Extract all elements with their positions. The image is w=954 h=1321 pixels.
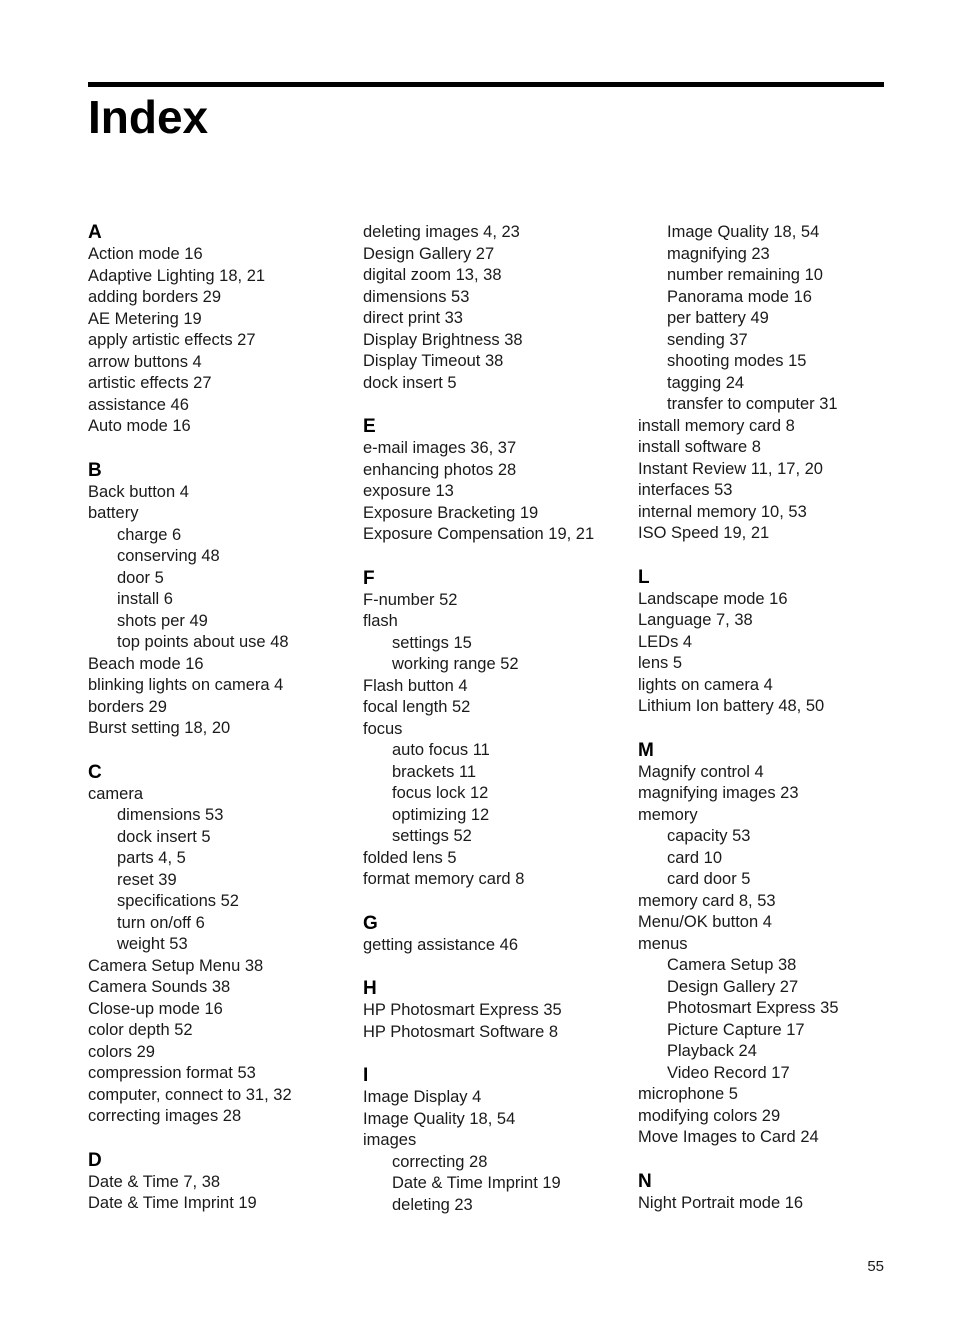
index-subentry: Panorama mode 16 <box>667 287 812 306</box>
index-entry: microphone 5 <box>638 1085 738 1103</box>
index-entry: ISO Speed 19, 21 <box>638 524 770 542</box>
index-entry: memory card 8, 53 <box>638 891 776 910</box>
index-entry: adding borders 29 <box>88 288 222 306</box>
section-letter: A <box>88 222 102 243</box>
index-entry: Action mode 16 <box>88 245 203 263</box>
section-gap <box>638 545 908 567</box>
index-subentry: Playback 24 <box>667 1042 757 1060</box>
index-entry: Exposure Compensation 19, 21 <box>363 525 595 543</box>
index-entry: install memory card 8 <box>638 416 795 435</box>
section-gap <box>363 956 633 978</box>
index-subentry: reset 39 <box>117 870 177 889</box>
index-subentry: dimensions 53 <box>117 806 224 824</box>
index-entry: Menu/OK button 4 <box>638 913 772 931</box>
index-subentry: per battery 49 <box>667 309 769 327</box>
index-subentry: Video Record 17 <box>667 1063 790 1082</box>
index-entry: Burst setting 18, 20 <box>88 719 231 737</box>
index-entry: deleting images 4, 23 <box>363 223 520 241</box>
index-entry: Exposure Bracketing 19 <box>363 503 539 522</box>
index-subentry: shooting modes 15 <box>667 352 807 370</box>
index-entry: magnifying images 23 <box>638 784 799 802</box>
index-entry: Display Brightness 38 <box>363 330 523 349</box>
index-subentry: parts 4, 5 <box>117 849 186 867</box>
index-entry: F-number 52 <box>363 590 458 609</box>
index-entry: compression format 53 <box>88 1064 256 1082</box>
index-entry: Night Portrait mode 16 <box>638 1193 804 1212</box>
index-entry: Back button 4 <box>88 482 189 501</box>
section-gap <box>88 740 358 762</box>
index-subentry: transfer to computer 31 <box>667 395 838 413</box>
index-column-2 <box>363 222 633 1216</box>
section-gap <box>363 394 633 416</box>
index-subentry: card 10 <box>667 848 723 867</box>
index-subentry: number remaining 10 <box>667 266 823 284</box>
section-letter: M <box>638 739 654 761</box>
index-entry: images <box>363 1131 417 1149</box>
index-entry: e-mail images 36, 37 <box>363 439 517 457</box>
section-letter: I <box>363 1065 369 1086</box>
index-entry: lens 5 <box>638 654 683 672</box>
index-entry: arrow buttons 4 <box>88 352 202 371</box>
index-subentry: deleting 23 <box>392 1195 473 1214</box>
index-entry: exposure 13 <box>363 482 454 500</box>
section-letter: G <box>363 912 378 934</box>
section-gap <box>363 891 633 913</box>
index-entry: Move Images to Card 24 <box>638 1128 819 1146</box>
index-subentry: conserving 48 <box>117 547 220 565</box>
index-entry: Flash button 4 <box>363 676 468 695</box>
index-subentry: Date & Time Imprint 19 <box>392 1174 561 1192</box>
section-letter: E <box>363 416 376 437</box>
section-letter: C <box>88 761 102 783</box>
index-entry: flash <box>363 612 398 630</box>
index-entry: Date & Time 7, 38 <box>88 1172 221 1191</box>
section-letter: L <box>638 566 650 588</box>
index-entry: camera <box>88 784 144 803</box>
index-subentry: Photosmart Express 35 <box>667 999 839 1017</box>
index-entry: Language 7, 38 <box>638 611 753 629</box>
index-entry: Adaptive Lighting 18, 21 <box>88 266 266 285</box>
index-entry: Auto mode 16 <box>88 417 191 435</box>
index-subentry: Image Quality 18, 54 <box>667 223 820 241</box>
index-entry: computer, connect to 31, 32 <box>88 1085 292 1104</box>
index-entry: enhancing photos 28 <box>363 460 517 479</box>
index-column-1 <box>88 222 358 1215</box>
section-letter: F <box>363 567 375 589</box>
index-entry: battery <box>88 504 139 522</box>
index-entry: folded lens 5 <box>363 848 457 867</box>
index-subentry: dock insert 5 <box>117 827 211 846</box>
index-subentry: Design Gallery 27 <box>667 977 799 996</box>
index-subentry: card door 5 <box>667 870 751 888</box>
index-entry: direct print 33 <box>363 309 463 327</box>
index-entry: Date & Time Imprint 19 <box>88 1194 257 1212</box>
index-entry: borders 29 <box>88 697 167 716</box>
index-entry: Beach mode 16 <box>88 654 204 673</box>
index-entry: correcting images 28 <box>88 1107 242 1125</box>
index-entry: interfaces 53 <box>638 481 733 499</box>
index-entry: focus <box>363 719 403 738</box>
index-entry: format memory card 8 <box>363 870 525 888</box>
index-entry: digital zoom 13, 38 <box>363 266 502 284</box>
index-subentry: Camera Setup 38 <box>667 956 797 974</box>
index-entry: Design Gallery 27 <box>363 244 495 263</box>
index-entry: Close-up mode 16 <box>88 999 223 1018</box>
index-entry: Instant Review 11, 17, 20 <box>638 459 823 478</box>
index-entry: LEDs 4 <box>638 632 693 651</box>
index-entry: getting assistance 46 <box>363 935 519 954</box>
index-subentry: charge 6 <box>117 525 182 544</box>
section-gap <box>88 1128 358 1150</box>
index-entry: blinking lights on camera 4 <box>88 676 284 694</box>
section-gap <box>363 546 633 568</box>
index-entry: AE Metering 19 <box>88 309 202 328</box>
index-subentry: specifications 52 <box>117 892 239 910</box>
index-entry: focal length 52 <box>363 698 471 716</box>
index-subentry: optimizing 12 <box>392 805 490 824</box>
index-entry: lights on camera 4 <box>638 675 773 694</box>
index-entry: apply artistic effects 27 <box>88 331 256 349</box>
index-subentry: magnifying 23 <box>667 244 770 263</box>
section-gap <box>88 438 358 460</box>
page-title: Index <box>88 91 209 143</box>
page-number: 55 <box>867 1258 884 1275</box>
index-entry: memory <box>638 805 698 824</box>
index-subentry: top points about use 48 <box>117 633 289 651</box>
index-entry: HP Photosmart Express 35 <box>363 1001 562 1019</box>
section-gap <box>638 718 908 740</box>
index-subentry: Picture Capture 17 <box>667 1020 805 1039</box>
section-letter: B <box>88 459 102 481</box>
index-entry: Camera Setup Menu 38 <box>88 956 264 975</box>
index-entry: Magnify control 4 <box>638 762 764 781</box>
index-entry: HP Photosmart Software 8 <box>363 1022 559 1041</box>
index-subentry: correcting 28 <box>392 1152 488 1171</box>
index-subentry: install 6 <box>117 590 173 608</box>
index-subentry: turn on/off 6 <box>117 913 205 932</box>
index-subentry: shots per 49 <box>117 611 208 630</box>
index-subentry: focus lock 12 <box>392 784 489 802</box>
index-entry: assistance 46 <box>88 395 189 414</box>
index-subentry: brackets 11 <box>392 762 477 781</box>
section-letter: D <box>88 1149 102 1171</box>
index-entry: install software 8 <box>638 438 761 456</box>
index-subentry: working range 52 <box>392 655 519 673</box>
index-column-3 <box>638 222 908 1214</box>
section-gap <box>363 1043 633 1065</box>
index-subentry: sending 37 <box>667 330 748 349</box>
section-letter: N <box>638 1170 652 1192</box>
index-subentry: auto focus 11 <box>392 741 490 759</box>
index-entry: Image Display 4 <box>363 1088 482 1106</box>
index-subentry: door 5 <box>117 568 164 587</box>
index-entry: dock insert 5 <box>363 373 457 392</box>
index-subentry: weight 53 <box>117 935 188 953</box>
index-entry: color depth 52 <box>88 1021 193 1039</box>
section-gap <box>638 1149 908 1171</box>
index-entry: menus <box>638 934 688 953</box>
index-entry: artistic effects 27 <box>88 374 212 392</box>
title-rule <box>88 82 884 87</box>
index-entry: Image Quality 18, 54 <box>363 1109 516 1128</box>
index-subentry: settings 15 <box>392 633 472 652</box>
index-entry: modifying colors 29 <box>638 1106 781 1125</box>
index-subentry: settings 52 <box>392 827 472 845</box>
index-entry: dimensions 53 <box>363 287 470 306</box>
index-entry: Landscape mode 16 <box>638 589 788 608</box>
index-entry: colors 29 <box>88 1042 155 1061</box>
index-entry: Camera Sounds 38 <box>88 978 231 996</box>
index-entry: Display Timeout 38 <box>363 352 504 370</box>
index-entry: internal memory 10, 53 <box>638 502 807 521</box>
index-subentry: tagging 24 <box>667 373 745 392</box>
index-subentry: capacity 53 <box>667 827 751 845</box>
section-letter: H <box>363 978 377 999</box>
index-entry: Lithium Ion battery 48, 50 <box>638 697 825 715</box>
